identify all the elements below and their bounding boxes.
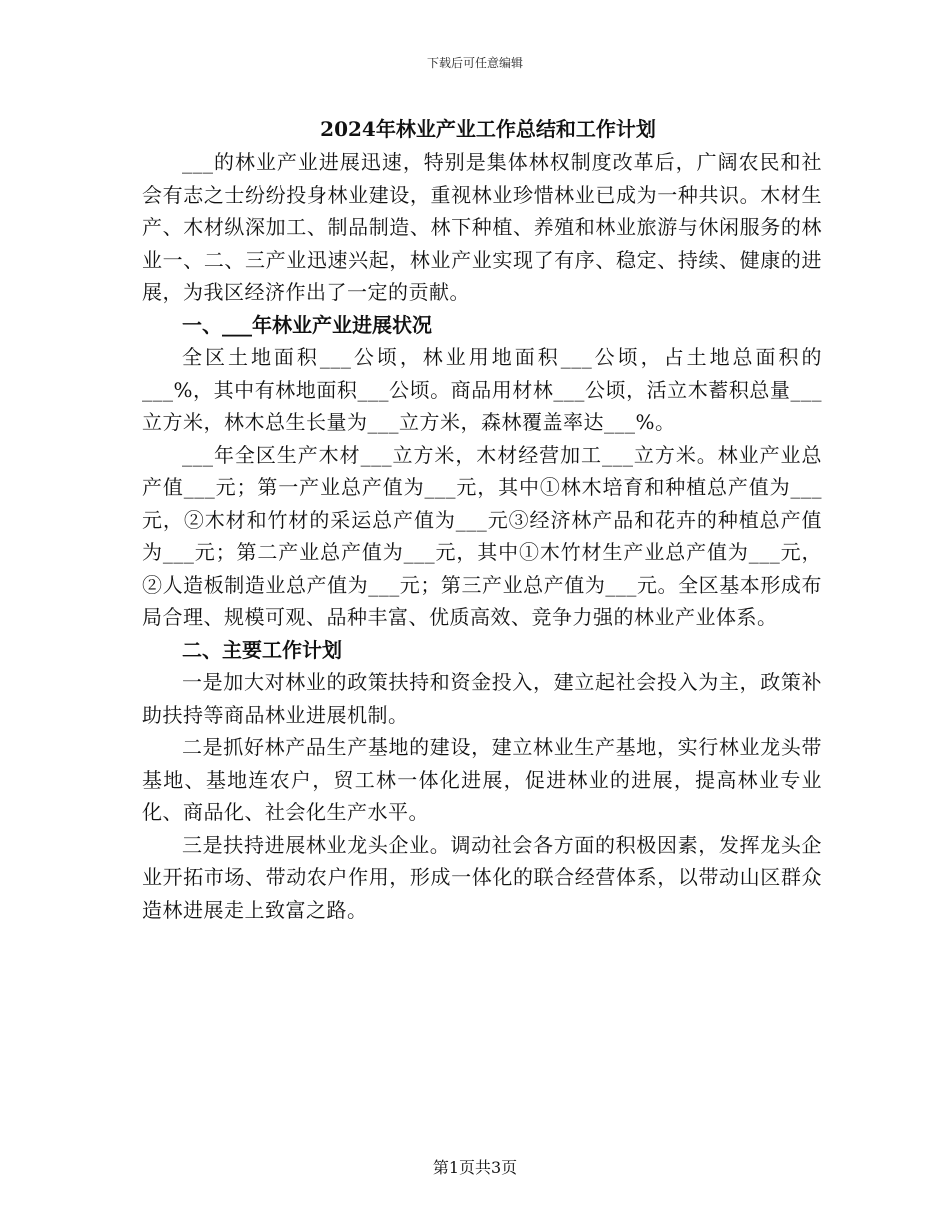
paragraph-land-area: 全区土地面积___公顷，林业用地面积___公顷，占土地总面积的___%，其中有林地面积___公顷。商品用材林___公顷，活立木蓄积总量___立方米，林木总生长量为___立方米，森林覆盖率达___%。 <box>142 345 822 434</box>
document-title: 2024年林业产业工作总结和工作计划 <box>320 117 656 141</box>
section-heading-2: 二、主要工作计划 <box>182 637 342 662</box>
intro-paragraph: ___的林业产业进展迅速，特别是集体林权制度改革后，广阔农民和社会有志之士纷纷投身林业建设，重视林业珍惜林业已成为一种共识。木材生产、木材纵深加工、制品制造、林下种植、养殖和林业旅游与休闲服务的林业一、二、三产业迅速兴起，林业产业实现了有序、稳定、持续、健康的进展，为我区经济作出了一定的贡献。 <box>142 150 822 304</box>
section-heading-1: 一、___年林业产业进展状况 <box>182 312 432 337</box>
paragraph-output-value: ___年全区生产木材___立方米，木材经营加工___立方米。林业产业总产值___元；第一产业总产值为___元，其中①林木培育和种植总产值为___元，②木材和竹材的采运总产值为___元③经济林产品和花卉的种植总产值为___元；第二产业总产值为___元，其中①木竹材生产业总产值为___元，②人造板制造业总产值为___元；第三产业总产值为___元。全区基本形成布局合理、规模可观、品种丰富、优质高效、竞争力强的林业产业体系。 <box>142 442 822 629</box>
paragraph-plan-3: 三是扶持进展林业龙头企业。调动社会各方面的积极因素，发挥龙头企业开拓市场、带动农户作用，形成一体化的联合经营体系，以带动山区群众造林进展走上致富之路。 <box>142 832 822 922</box>
page-footer: 第1页共3页 <box>432 1158 518 1177</box>
paragraph-plan-1: 一是加大对林业的政策扶持和资金投入，建立起社会投入为主，政策补助扶持等商品林业进展机制。 <box>142 670 822 727</box>
paragraph-plan-2: 二是抓好林产品生产基地的建设，建立林业生产基地，实行林业龙头带基地、基地连农户，贸工林一体化进展，促进林业的进展，提高林业专业化、商品化、社会化生产水平。 <box>142 735 822 824</box>
header-note: 下载后可任意编辑 <box>426 56 523 70</box>
document-body <box>142 112 822 926</box>
